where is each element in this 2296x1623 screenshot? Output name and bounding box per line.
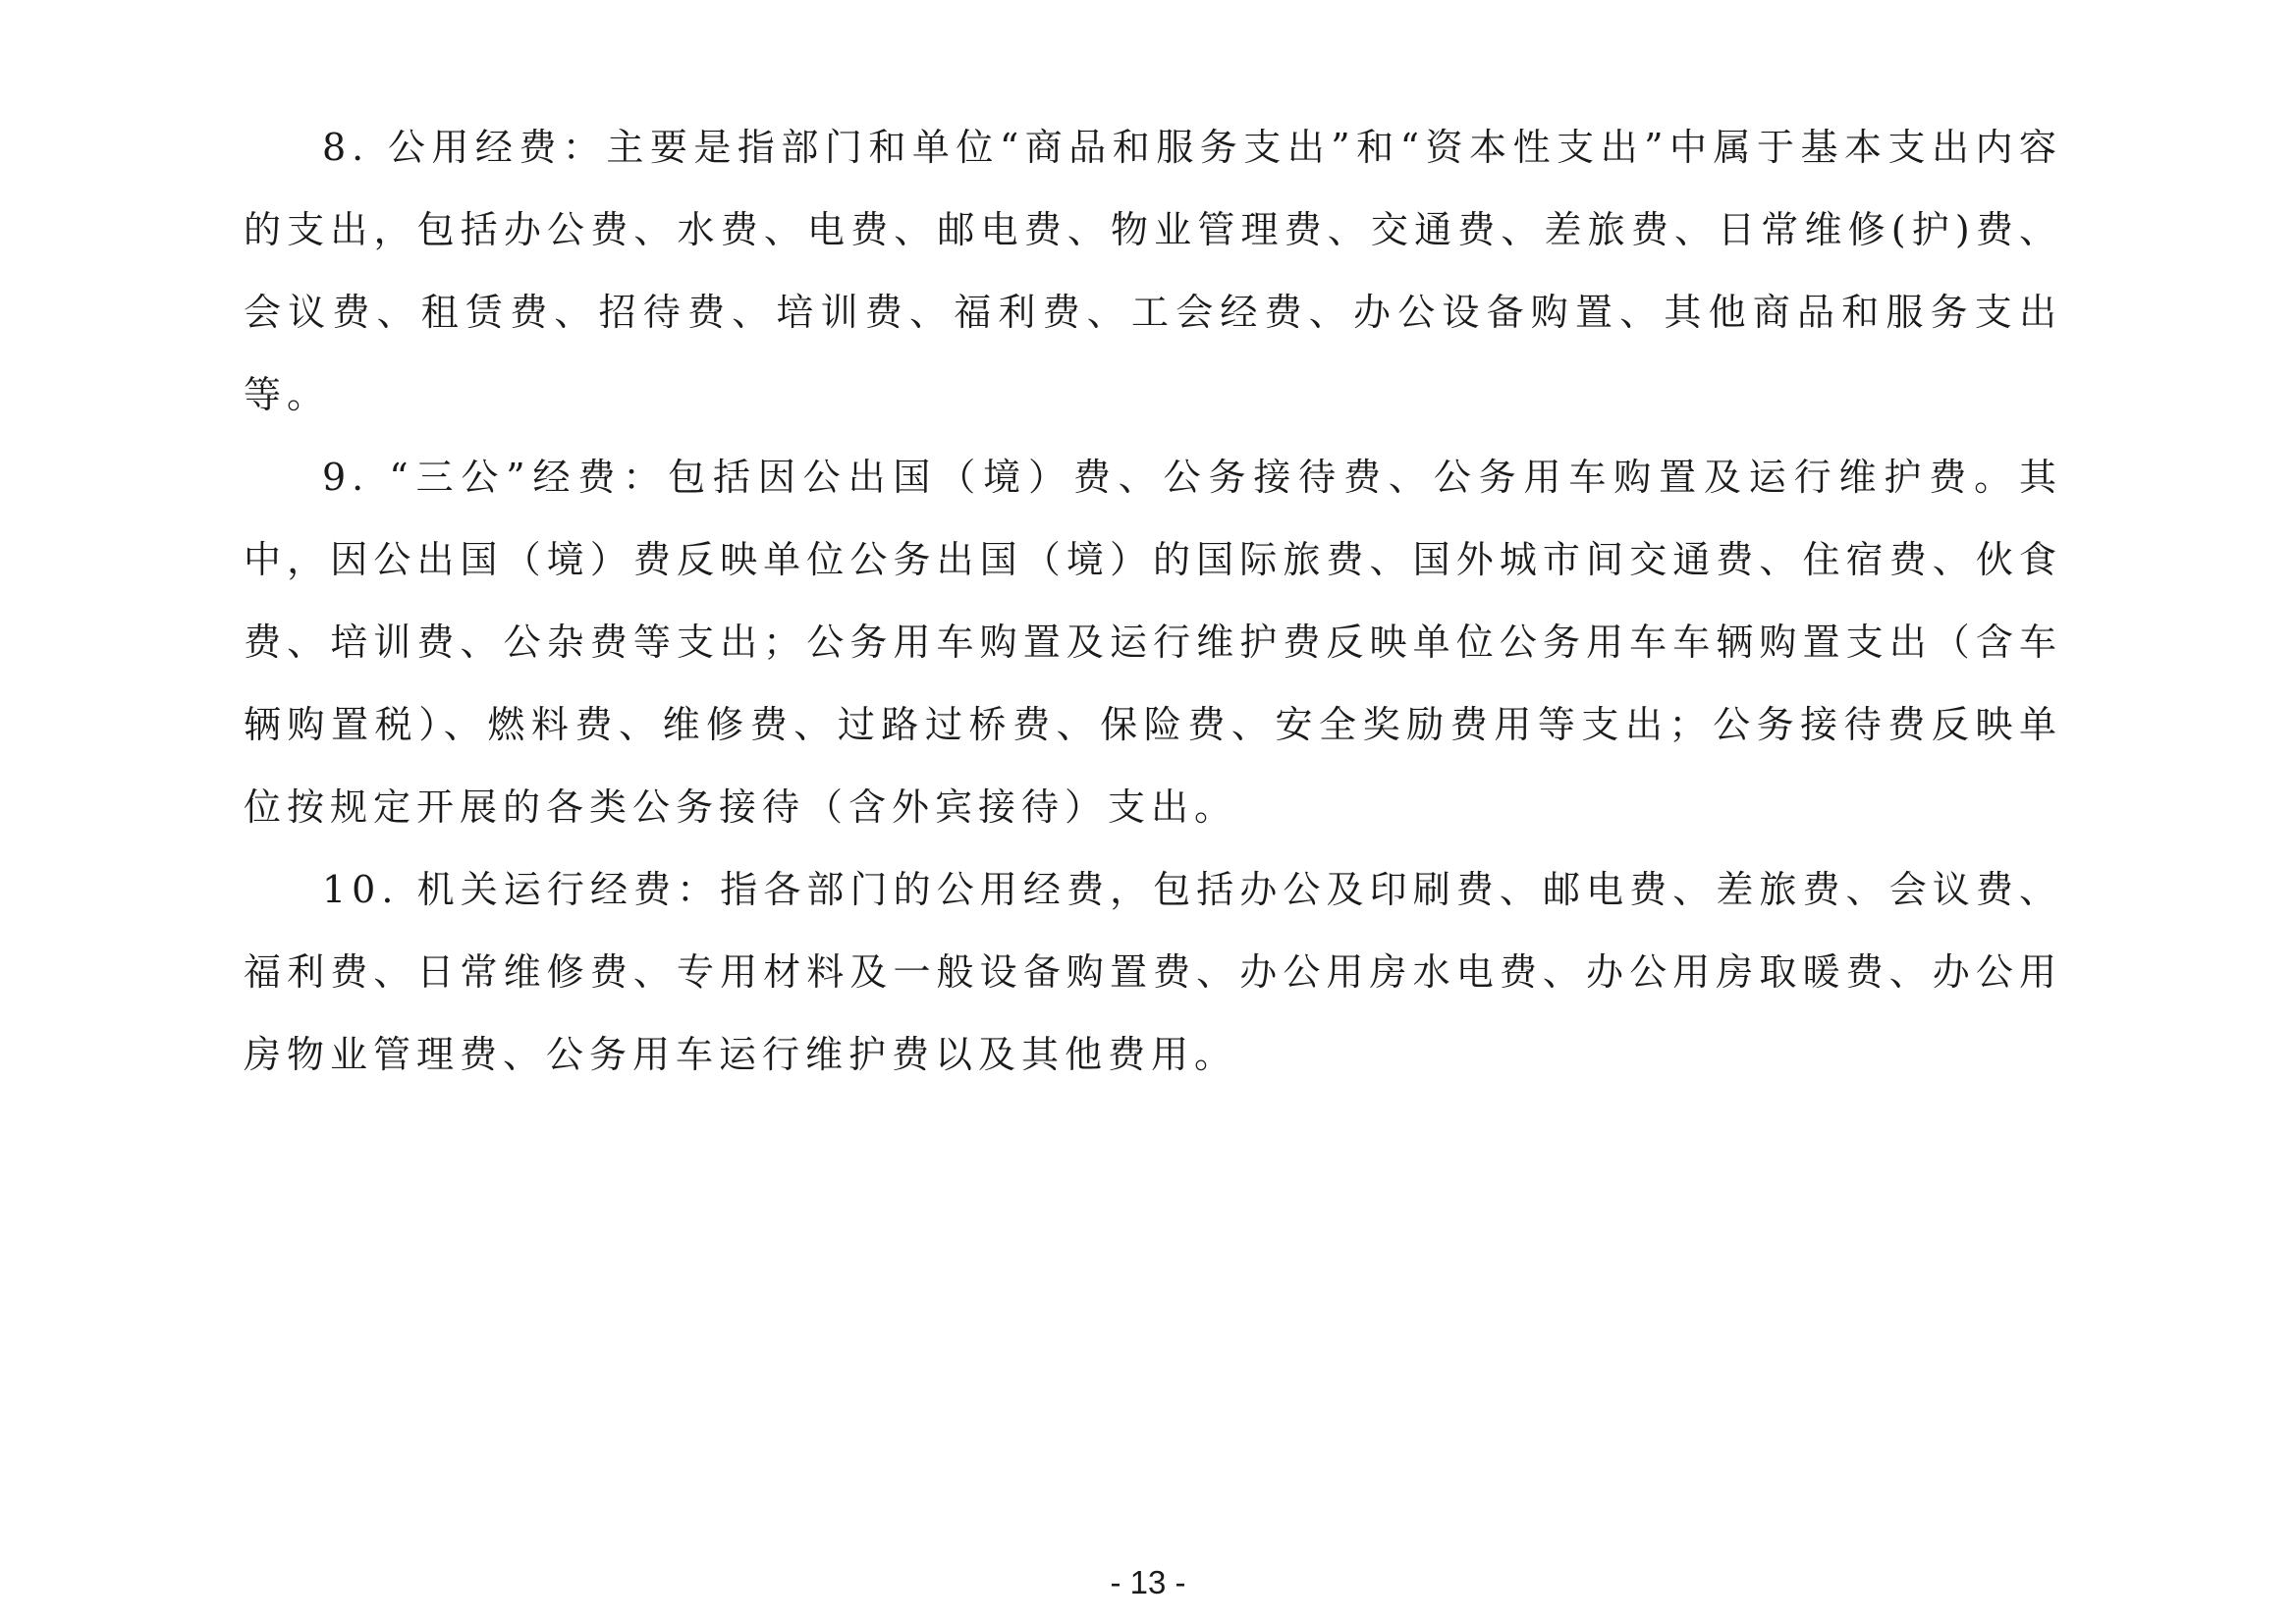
paragraph-public-funds: 8. 公用经费：主要是指部门和单位“商品和服务支出”和“资本性支出”中属于基本支出内容的支出，包括办公费、水费、电费、邮电费、物业管理费、交通费、差旅费、日常维修(护)费、会议费、租赁费、招待费、培训费、福利费、工会经费、办公设备购置、其他商品和服务支出等。 <box>244 126 2062 416</box>
page-number: - 13 - <box>1110 1564 1186 1600</box>
paragraph-agency-operating-funds: 10. 机关运行经费：指各部门的公用经费，包括办公及印刷费、邮电费、差旅费、会议费、福利费、日常维修费、专用材料及一般设备购置费、办公用房水电费、办公用房取暖费、办公用房物业管理费、公务用车运行维护费以及其他费用。 <box>244 868 2062 1076</box>
paragraph-three-public-expenses: 9. “三公”经费：包括因公出国（境）费、公务接待费、公务用车购置及运行维护费。其中，因公出国（境）费反映单位公务出国（境）的国际旅费、国外城市间交通费、住宿费、伙食费、培训费、公杂费等支出；公务用车购置及运行维护费反映单位公务用车车辆购置支出（含车辆购置税）、燃料费、维修费、过路过桥费、保险费、安全奖励费用等支出；公务接待费反映单位按规定开展的各类公务接待（含外宾接待）支出。 <box>244 456 2062 829</box>
document-body <box>244 106 2062 1096</box>
